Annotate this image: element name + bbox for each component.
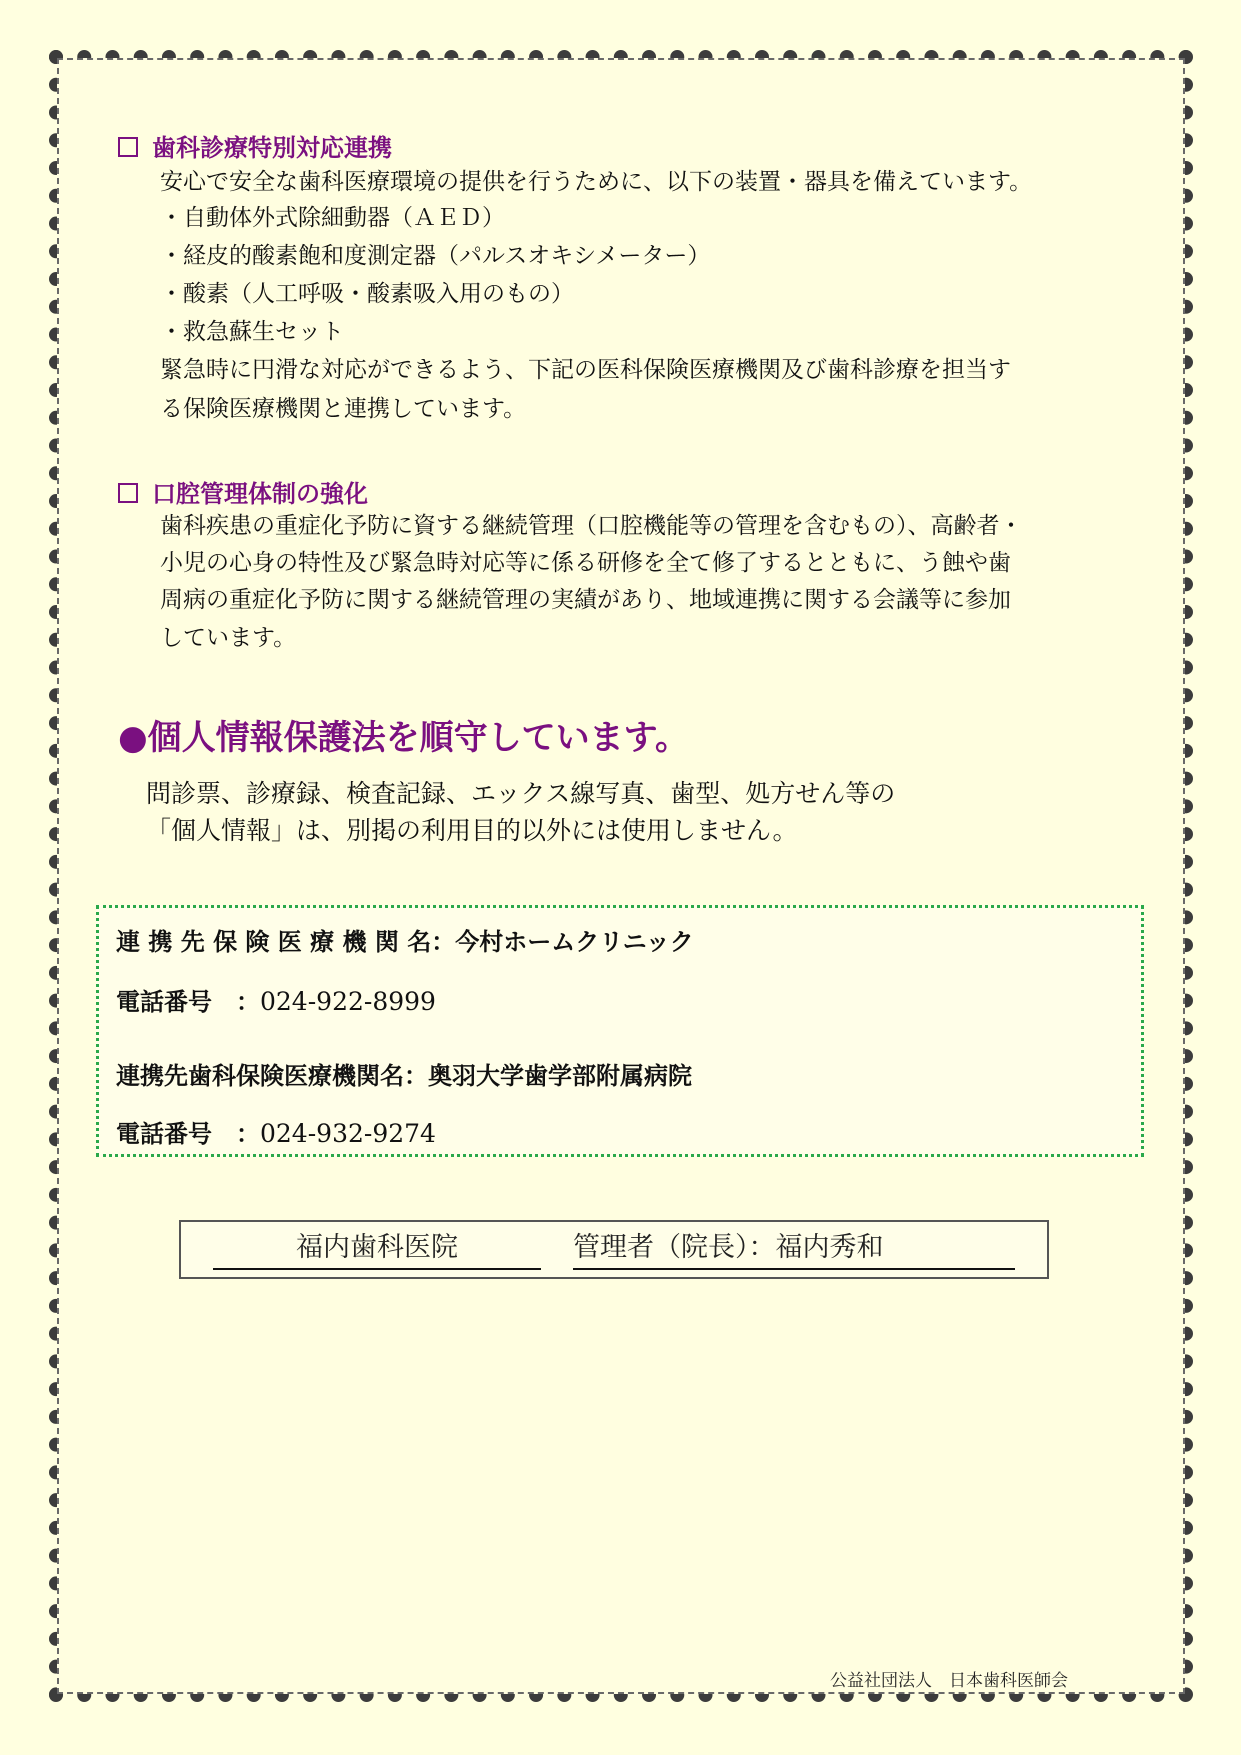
section1-line: ・酸素（人工呼吸・酸素吸入用のもの） — [160, 281, 574, 307]
section2-line: 周病の重症化予防に関する継続管理の実績があり、地域連携に関する会議等に参加 — [160, 587, 1011, 613]
checkbox-icon — [118, 483, 138, 503]
medical-partner-name: 今村ホームクリニック — [455, 928, 694, 956]
section2-line: 小児の心身の特性及び緊急時対応等に係る研修を全て修了するとともに、う蝕や歯 — [160, 550, 1011, 576]
medical-partner-row — [116, 922, 694, 957]
section1-line: ・経皮的酸素飽和度測定器（パルスオキシメーター） — [160, 243, 711, 269]
dental-phone-row — [116, 1114, 436, 1149]
privacy-text-line: 問診票、診療録、検査記録、エックス線写真、歯型、処方せん等の — [146, 779, 896, 808]
medical-phone-row — [116, 982, 436, 1017]
section1-line: 緊急時に円滑な対応ができるよう、下記の医科保険医療機関及び歯科診療を担当す — [160, 357, 1011, 383]
footer-organization: 公益社団法人 日本歯科医師会 — [830, 1671, 1068, 1691]
checkbox-icon — [118, 137, 138, 157]
privacy-heading: ●個人情報保護法を順守しています。 — [118, 718, 689, 758]
privacy-text-line: 「個人情報」は、別掲の利用目的以外には使用しません。 — [146, 816, 798, 845]
section1-line: る保険医療機関と連携しています。 — [160, 396, 527, 422]
phone-label: 電話番号 ： — [116, 1120, 260, 1148]
section1-line: ・救急蘇生セット — [160, 319, 344, 345]
section2-line: 歯科疾患の重症化予防に資する継続管理（口腔機能等の管理を含むもの）、高齢者・ — [160, 513, 1023, 539]
section2-line: しています。 — [160, 625, 297, 651]
dental-partner-row — [116, 1056, 692, 1091]
dental-partner-label: 連携先歯科保険医療機関名： — [116, 1062, 428, 1090]
medical-phone-number: 024-922-8999 — [260, 987, 436, 1016]
section1-line: ・自動体外式除細動器（ＡＥＤ） — [160, 205, 505, 231]
section-title-oral-management — [118, 474, 368, 509]
dental-phone-number: 024-932-9274 — [260, 1119, 436, 1148]
section-title-special-care — [118, 128, 392, 163]
dental-partner-name: 奥羽大学歯学部附属病院 — [428, 1062, 692, 1090]
clinic-manager: 管理者（院長）：福内秀和 — [573, 1228, 1015, 1270]
medical-partner-label: 連 携 先 保 険 医 療 機 関 名： — [116, 928, 456, 956]
section-title-text: 歯科診療特別対応連携 — [152, 134, 392, 162]
phone-label: 電話番号 ： — [116, 988, 260, 1016]
section-title-text: 口腔管理体制の強化 — [152, 480, 368, 508]
clinic-name: 福内歯科医院 — [213, 1228, 541, 1270]
section1-line: 安心で安全な歯科医療環境の提供を行うために、以下の装置・器具を備えています。 — [160, 169, 1033, 195]
